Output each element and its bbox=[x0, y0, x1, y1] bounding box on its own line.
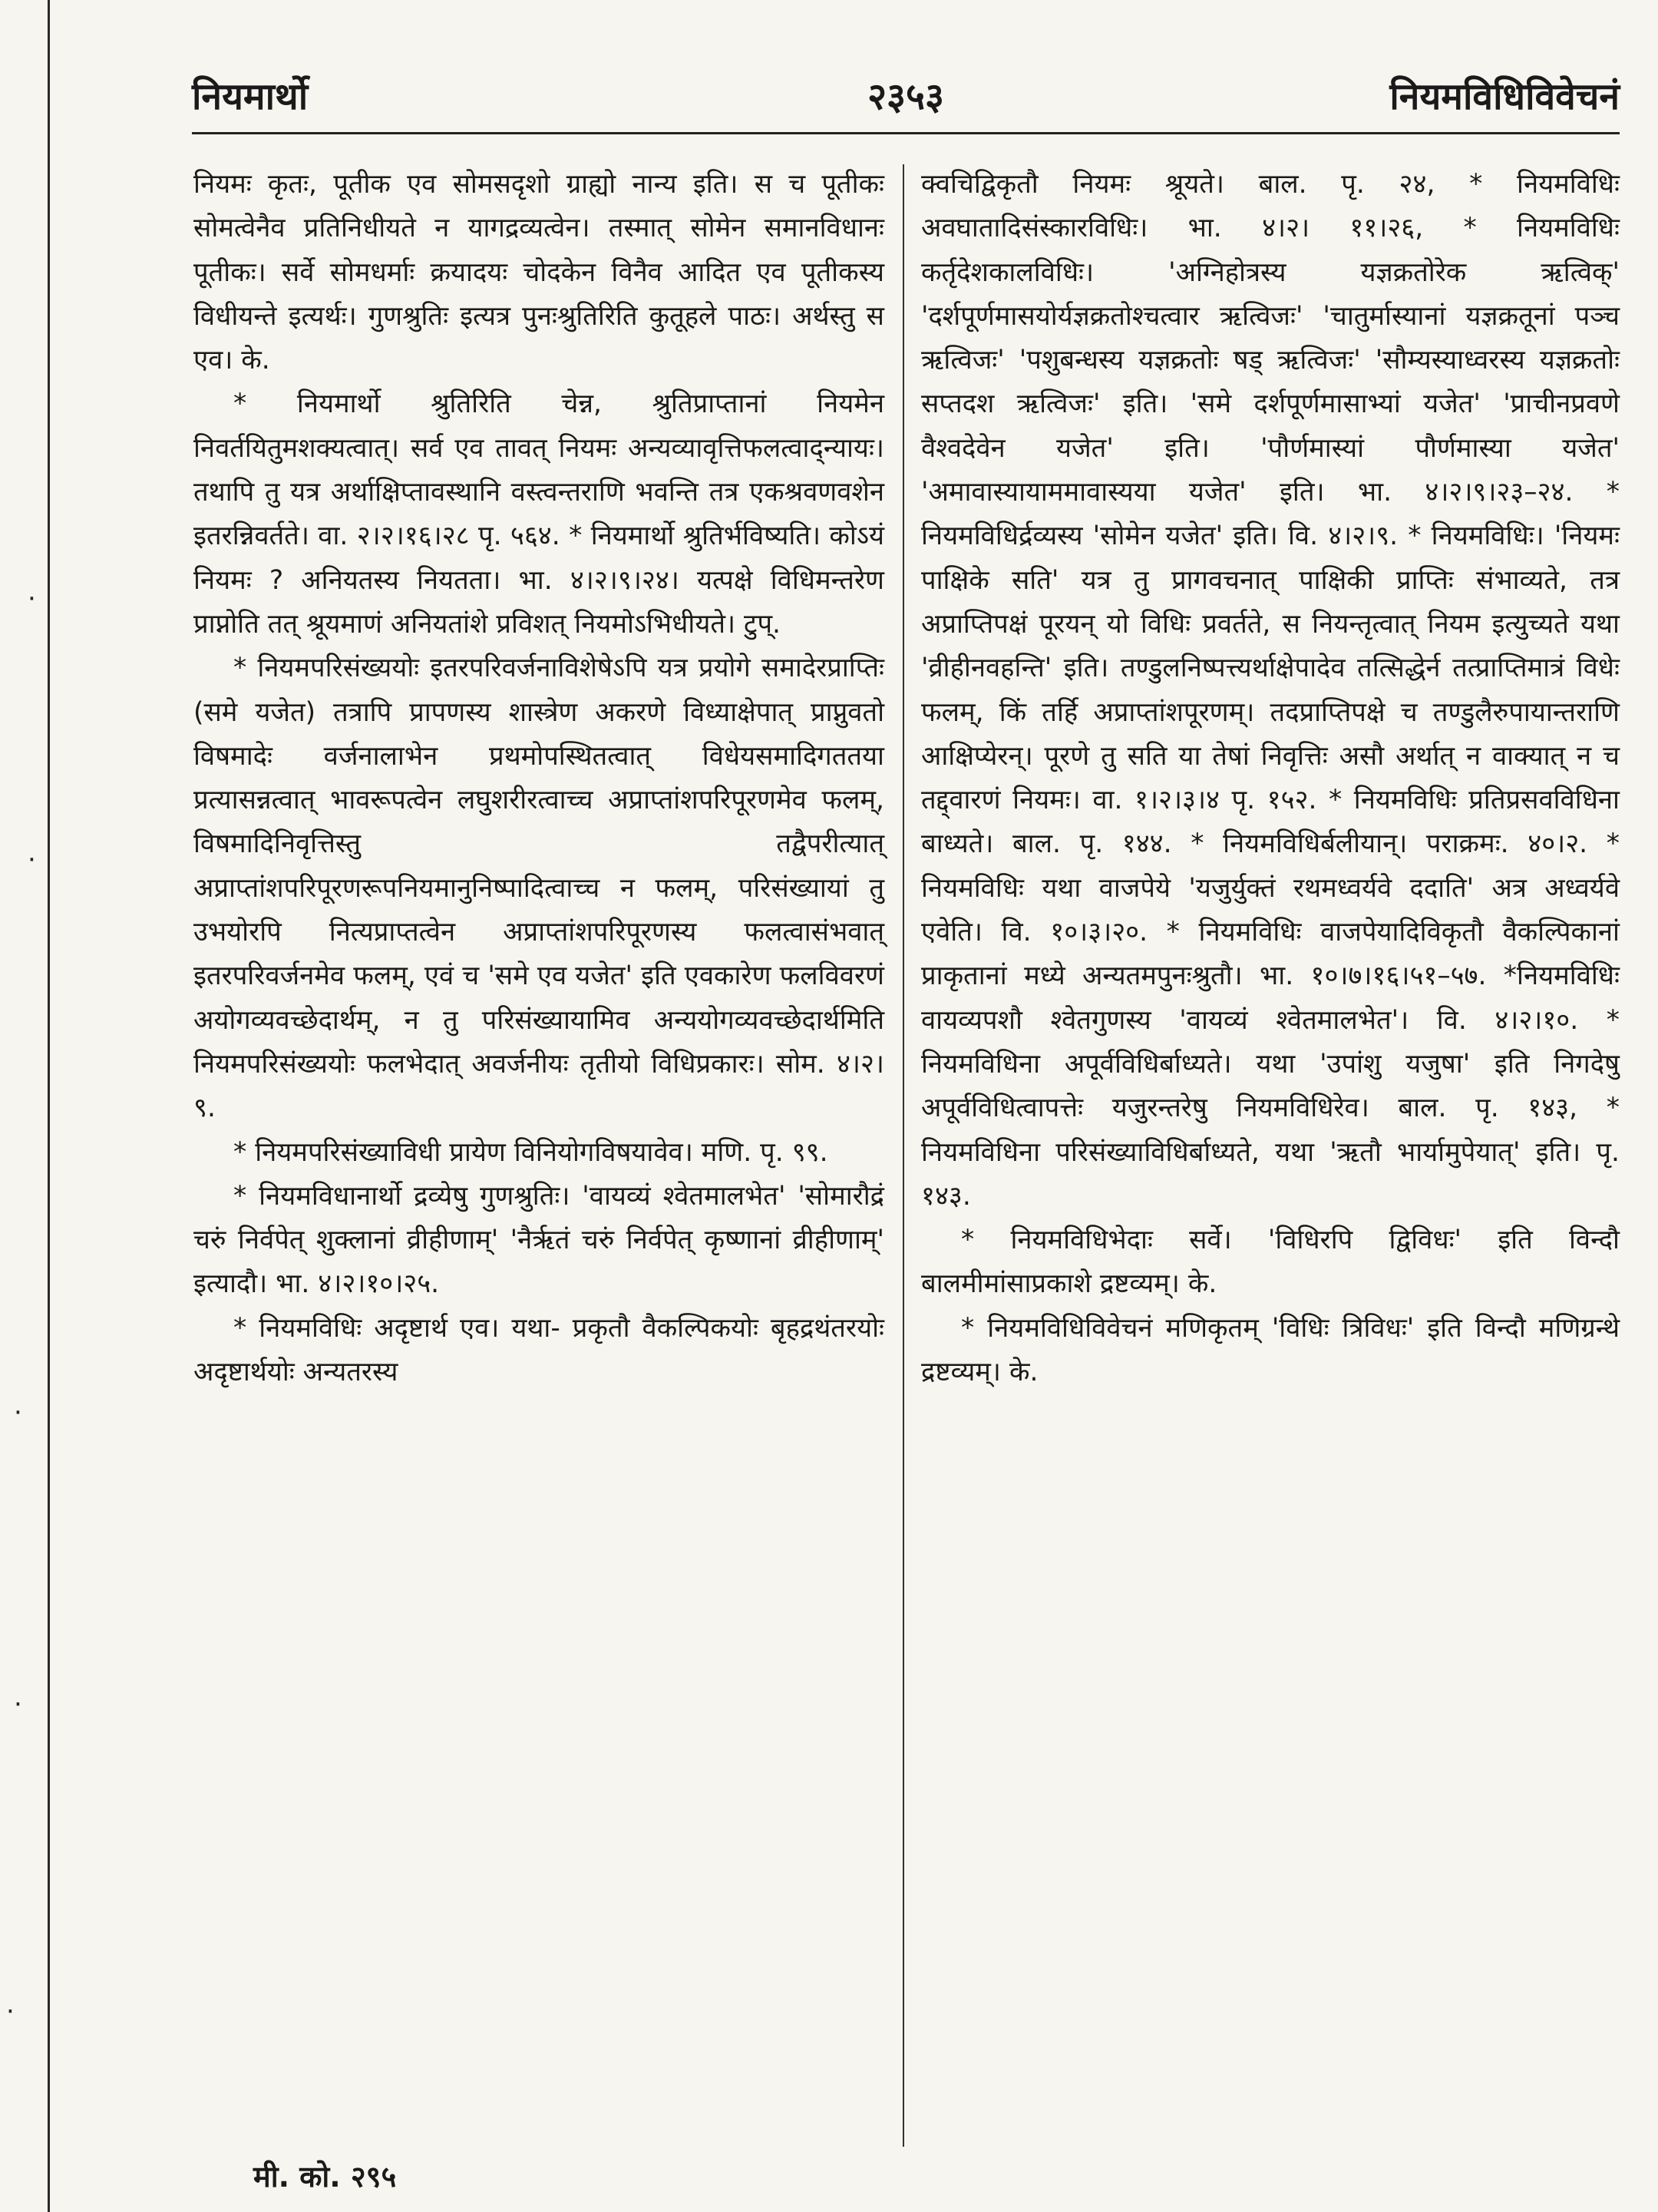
right-paragraph-3: * नियमविधिविवेचनं मणिकृतम् 'विधिः त्रिविधः' इति विन्दौ मणिग्रन्थे द्रष्टव्यम्। के. bbox=[921, 1312, 1620, 1388]
page-header bbox=[192, 71, 1620, 132]
margin-mark: · bbox=[28, 584, 36, 614]
right-paragraph-2: * नियमविधिभेदाः सर्वे। 'विधिरपि द्विविधः' इति विन्दौ बालमीमांसाप्रकाशे द्रष्टव्यम्। के. bbox=[921, 1225, 1620, 1300]
margin-mark: · bbox=[28, 845, 36, 875]
left-paragraph-6: * नियमविधिः अदृष्टार्थ एव। यथा- प्रकृतौ वैकल्पिकयोः बृहद्रथंतरयोः अदृष्टार्थयोः अन्यतरस्य bbox=[193, 1312, 884, 1388]
left-paragraph-1: नियमः कृतः, पूतीक एव सोमसदृशो ग्राह्यो नान्य इति। स च पूतीकः सोमत्वेनैव प्रतिनिधीयते न यागद्रव्यत्वेन। तस्मात् सोमेन समानविधानः पूतीकः। सर्वे सोमधर्माः क्रयादयः चोदकेन विनैव आदित एव पूतीकस्य विधीयन्ते इत्यर्थः। गुणश्रुतिः इत्यत्र पुनःश्रुतिरिति कुतूहले पाठः। अर्थस्तु स एव। के. bbox=[193, 169, 884, 376]
running-head-right: नियमविधिविवेचनं bbox=[1389, 75, 1620, 118]
margin-mark: · bbox=[14, 1397, 22, 1428]
page-number: २३५३ bbox=[867, 75, 944, 118]
left-paragraph-4: * नियमपरिसंख्याविधी प्रायेण विनियोगविषयावेव। मणि. पृ. ९९. bbox=[233, 1136, 828, 1168]
left-column bbox=[193, 163, 884, 1394]
right-column bbox=[921, 163, 1620, 1394]
left-paragraph-2: * नियमार्थो श्रुतिरिति चेन्न, श्रुतिप्राप्तानां नियमेन निवर्तयितुमशक्यत्वात्। सर्व एव तावत् नियमः अन्यव्यावृत्तिफलत्वाद्न्यायः। तथापि तु यत्र अर्थाक्षिप्तावस्थानि वस्त्वन्तराणि भवन्ति तत्र एकश्रवणवशेन इतरन्निवर्तते। वा. २।२।१६।२८ पृ. ५६४. * नियमार्थो श्रुतिर्भविष्यति। कोऽयं नियमः ? अनियतस्य नियतता। भा. ४।२।९।२४। यत्पक्षे विधिमन्तरेण प्राप्नोति तत् श्रूयमाणं अनियतांशे प्रविशत् नियमोऽभिधीयते। टुप्. bbox=[193, 389, 884, 640]
left-paragraph-3: * नियमपरिसंख्ययोः इतरपरिवर्जनाविशेषेऽपि यत्र प्रयोगे समादेरप्राप्तिः (समे यजेत) तत्रापि प्रापणस्य शास्त्रेण अकरणे विध्याक्षेपात् प्राप्नुवतो विषमादेः वर्जनालाभेन प्रथमोपस्थितत्वात् विधेयसमादिगततया प्रत्यासन्नत्वात् भावरूपत्वेन लघुशरीरत्वाच्च अप्राप्तांशपरिपूरणमेव फलम्, विषमादिनिवृत्तिस्तु तद्वैपरीत्यात् अप्राप्तांशपरिपूरणरूपनियमानुनिष्पादित्वाच्च न फलम्, परिसंख्यायां तु उभयोरपि नित्यप्राप्तत्वेन अप्राप्तांशपरिपूरणस्य फलत्वासंभवात् इतरपरिवर्जनमेव फलम्, एवं च 'समे एव यजेत' इति एवकारेण फलविवरणं अयोगव्यवच्छेदार्थम्, न तु परिसंख्यायामिव अन्ययोगव्यवच्छेदार्थमिति नियमपरिसंख्ययोः फलभेदात् अवर्जनीयः तृतीयो विधिप्रकारः। सोम. ४।२।९. bbox=[193, 653, 884, 1124]
margin-mark: · bbox=[14, 1689, 22, 1720]
column-divider bbox=[903, 164, 904, 2147]
binding-margin-line bbox=[48, 0, 50, 2212]
signature-mark: मी. को. २९५ bbox=[253, 2160, 397, 2194]
left-paragraph-5: * नियमविधानार्थो द्रव्येषु गुणश्रुतिः। 'वायव्यं श्वेतमालभेत' 'सोमारौद्रं चरुं निर्वपेत् शुक्लानां व्रीहीणाम्' 'नैर्ऋतं चरुं निर्वपेत् कृष्णानां व्रीहीणाम्' इत्यादौ। भा. ४।२।१०।२५. bbox=[193, 1180, 884, 1300]
header-rule bbox=[192, 132, 1620, 134]
margin-mark: · bbox=[6, 1996, 15, 2027]
running-head-left: नियमार्थो bbox=[192, 75, 309, 118]
right-paragraph-1: क्वचिद्विकृतौ नियमः श्रूयते। बाल. पृ. २४, * नियमविधिः अवघातादिसंस्कारविधिः। भा. ४।२। ११।२६, * नियमविधिः कर्तृदेशकालविधिः। 'अग्निहोत्रस्य यज्ञक्रतोरेक ऋत्विक्' 'दर्शपूर्णमासयोर्यज्ञक्रतोश्चत्वार ऋत्विजः' 'चातुर्मास्यानां यज्ञक्रतूनां पञ्च ऋत्विजः' 'पशुबन्धस्य यज्ञक्रतोः षड् ऋत्विजः' 'सौम्यस्याध्वरस्य यज्ञक्रतोः सप्तदश ऋत्विजः' इति। 'समे दर्शपूर्णमासाभ्यां यजेत' 'प्राचीनप्रवणे वैश्वदेवेन यजेत' इति। 'पौर्णमास्यां पौर्णमास्या यजेत' 'अमावास्यायाममावास्यया यजेत' इति। भा. ४।२।९।२३–२४. * नियमविधिर्द्रव्यस्य 'सोमेन यजेत' इति। वि. ४।२।९. * नियमविधिः। 'नियमः पाक्षिके सति' यत्र तु प्रागवचनात् पाक्षिकी प्राप्तिः संभाव्यते, तत्र अप्राप्तिपक्षं पूरयन् यो विधिः प्रवर्तते, स नियन्तृत्वात् नियम इत्युच्यते यथा 'व्रीहीनवहन्ति' इति। तण्डुलनिष्पत्त्यर्थाक्षेपादेव तत्सिद्धेर्न तत्प्राप्तिमात्रं विधेः फलम्, किं तर्हि अप्राप्तांशपूरणम्। तदप्राप्तिपक्षे च तण्डुलैरुपायान्तराणि आक्षिप्येरन्। पूरणे तु सति या तेषां निवृत्तिः असौ अर्थात् न वाक्यात् न च तद्द्वारणं नियमः। वा. १।२।३।४ पृ. १५२. * नियमविधिः प्रतिप्रसवविधिना बाध्यते। बाल. पृ. १४४. * नियमविधिर्बलीयान्। पराक्रमः. ४०।२. * नियमविधिः यथा वाजपेये 'यजुर्युक्तं रथमध्वर्यवे ददाति' अत्र अध्वर्यवे एवेति। वि. १०।३।२०. * नियमविधिः वाजपेयादिविकृतौ वैकल्पिकानां प्राकृतानां मध्ये अन्यतमपुनःश्रुतौ। भा. १०।७।१६।५१–५७. *नियमविधिः वायव्यपशौ श्वेतगुणस्य 'वायव्यं श्वेतमालभेत'। वि. ४।२।१०. * नियमविधिना अपूर्वविधिर्बाध्यते। यथा 'उपांशु यजुषा' इति निगदेषु अपूर्वविधित्वापत्तेः यजुरन्तरेषु नियमविधिरेव। बाल. पृ. १४३, * नियमविधिना परिसंख्याविधिर्बाध्यते, यथा 'ऋतौ भार्यामुपेयात्' इति। पृ. १४३. bbox=[921, 169, 1620, 1212]
